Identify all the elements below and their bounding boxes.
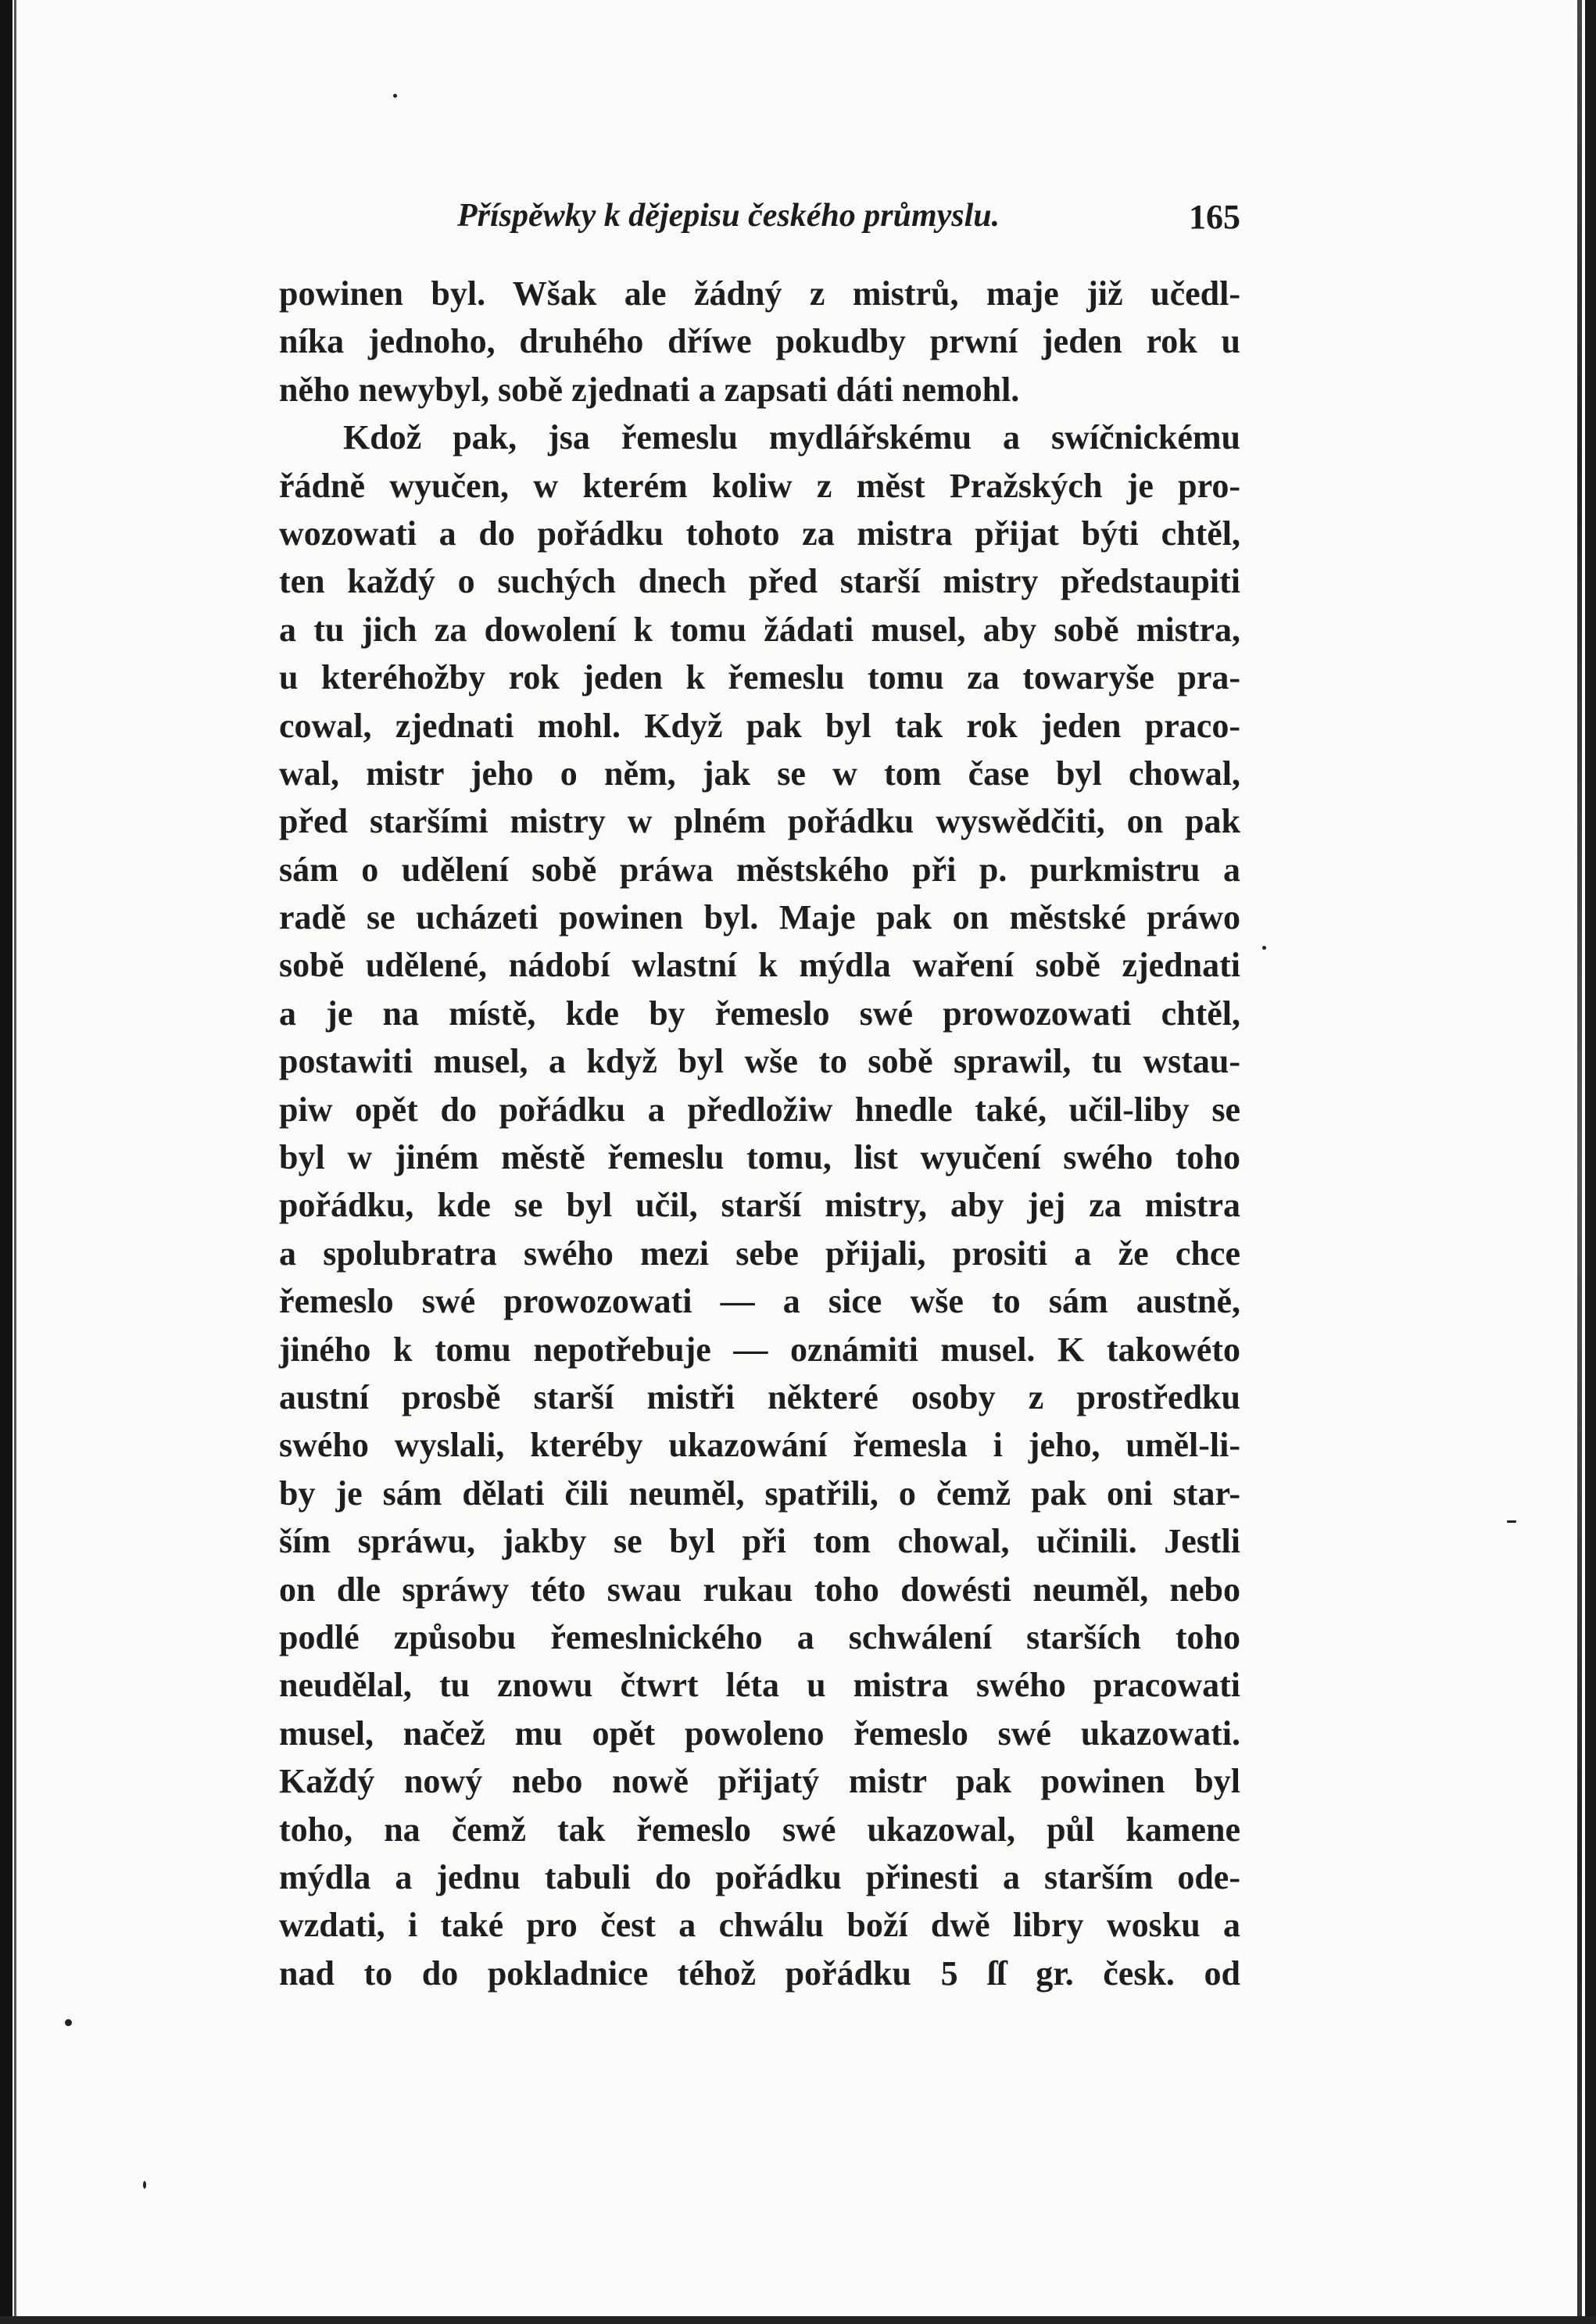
page-header [279, 197, 1240, 244]
scan-edge-right-line [1577, 0, 1582, 2324]
text-line: řádně wyučen, w kterém koliw z měst Pražských je pro- [279, 466, 1240, 505]
scan-speck [143, 2181, 146, 2189]
page-number: 165 [1189, 198, 1240, 236]
text-line: Každý nowý nebo nowě přijatý mistr pak powinen byl [279, 1762, 1240, 1801]
text-line: neudělal, tu znowu čtwrt léta u mistra swého pracowati [279, 1666, 1240, 1705]
text-line: a je na místě, kde by řemeslo swé prowozowati chtěl, [279, 994, 1240, 1033]
text-line: ším spráwu, jakby se byl při tom chowal, učinili. Jestli [279, 1522, 1240, 1561]
text-line: podlé způsobu řemeslnického a schwálení starších toho [279, 1617, 1240, 1656]
text-line: níka jednoho, druhého dříwe pokudby prwní jeden rok u [279, 322, 1240, 361]
text-line: sobě udělené, nádobí wlastní k mýdla waření sobě zjednati [279, 946, 1240, 985]
scan-edge-left-line [14, 0, 16, 2324]
running-title: Příspěwky k dějepisu českého průmyslu. [457, 198, 1000, 234]
text-line: austní prosbě starší mistři některé osoby z prostředku [279, 1377, 1240, 1416]
text-line: swého wyslali, kteréby ukazowání řemesla i jeho, uměl-li- [279, 1426, 1240, 1465]
text-line: by je sám dělati čili neuměl, spatřili, o čemž pak oni star- [279, 1474, 1240, 1513]
text-line: něho newybyl, sobě zjednati a zapsati dáti nemohl. [279, 370, 1020, 409]
text-line: radě se ucházeti powinen byl. Maje pak on městské práwo [279, 898, 1240, 937]
text-line: wzdati, i také pro čest a chwálu boží dwě libry wosku a [279, 1906, 1240, 1945]
text-line: mýdla a jednu tabuli do pořádku přinesti a starším ode- [279, 1857, 1240, 1896]
scan-edge-left [0, 0, 13, 2324]
text-line: toho, na čemž tak řemeslo swé ukazowal, půl kamene [279, 1810, 1240, 1849]
scan-speck [1507, 1520, 1516, 1523]
scan-speck [393, 94, 397, 98]
text-line: cowal, zjednati mohl. Když pak byl tak rok jeden praco- [279, 706, 1240, 745]
text-line: nad to do pokladnice téhož pořádku 5 ſſ gr. česk. od [279, 1953, 1240, 1993]
text-line: a tu jich za dowolení k tomu žádati musel, aby sobě mistra, [279, 610, 1240, 649]
text-line: u kteréhožby rok jeden k řemeslu tomu za towaryše pra- [279, 658, 1240, 697]
text-line: wozowati a do pořádku tohoto za mistra přijat býti chtěl, [279, 514, 1240, 553]
scan-edge-bottom [0, 2316, 1596, 2324]
text-line: Kdož pak, jsa řemeslu mydlářskému a swíčnickému [343, 418, 1240, 457]
text-line: wal, mistr jeho o něm, jak se w tom čase byl chowal, [279, 754, 1240, 793]
text-line: ten každý o suchých dnech před starší mistry předstaupiti [279, 562, 1240, 601]
text-line: před staršími mistry w plném pořádku wyswědčiti, on pak [279, 802, 1240, 841]
text-line: řemeslo swé prowozowati — a sice wše to sám austně, [279, 1282, 1240, 1321]
scan-speck [1262, 946, 1266, 950]
text-line: on dle spráwy této swau rukau toho dowésti neuměl, nebo [279, 1570, 1240, 1609]
text-line: jiného k tomu nepotřebuje — oznámiti musel. K takowéto [279, 1330, 1240, 1369]
text-line: pořádku, kde se byl učil, starší mistry, aby jej za mistra [279, 1186, 1240, 1225]
text-line: byl w jiném městě řemeslu tomu, list wyučení swého toho [279, 1138, 1240, 1177]
text-line: piw opět do pořádku a předložiw hnedle také, učil-liby se [279, 1090, 1240, 1129]
body-text [279, 270, 1240, 1997]
text-line: musel, načež mu opět powoleno řemeslo swé ukazowati. [279, 1713, 1240, 1753]
text-line: a spolubratra swého mezi sebe přijali, prositi a že chce [279, 1234, 1240, 1273]
scan-edge-right [1585, 0, 1596, 2324]
text-line: postawiti musel, a když byl wše to sobě sprawil, tu wstau- [279, 1042, 1240, 1081]
text-line: powinen byl. Wšak ale žádný z mistrů, maje již učedl- [279, 274, 1240, 313]
text-line: sám o udělení sobě práwa městského při p. purkmistru a [279, 850, 1240, 889]
scan-speck [65, 2019, 72, 2026]
